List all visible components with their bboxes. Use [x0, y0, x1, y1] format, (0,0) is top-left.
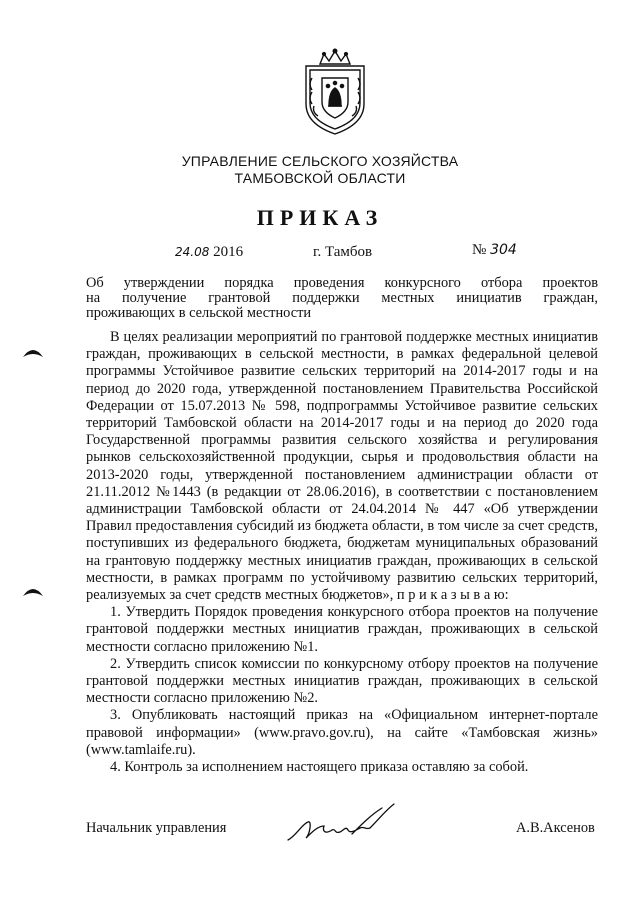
- document-date: [175, 244, 243, 261]
- number-handwritten: 304: [490, 242, 517, 258]
- subject-line-2: [86, 291, 598, 306]
- subject-word: порядка: [224, 275, 274, 291]
- preamble-paragraph: В целях реализации мероприятий по грантовой поддержке местных инициатив граждан, проживающих в сельской местности, в рамках федеральной целевой программы Устойчивое развитие сельских территорий на 2014-2017 годы и на период до 2020 года, утвержденной постановлением Правительства Российской Федерации от 15.07.2013 № 598, подпрограммы Устойчивое развитие сельских территорий Тамбовской области на 2014-2017 годы и на период до 2020 года Государственной программы развития сельского хозяйства и регулирования рынков сельскохозяйственной продукции, сырья и продовольствия области на 2013-2020 годы, утвержденной постановлением администрации области от 21.11.2012 №1443 (в редакции от 28.06.2016), в соответствии с постановлением администрации Тамбовской области от 24.04.2014 № 447 «Об утверждении Правил предоставления субсидий из бюджета области, в том числе за счет средств, поступивших из федерального бюджета, бюджетам муниципальных образований на грантовую поддержку местных инициатив граждан, проживающих в сельской местности, в рамках программ по устойчивому развитию сельских территорий, реализуемых за счет средств местных бюджетов», п р и к а з ы в а ю:: [86, 329, 598, 604]
- subject-word: отбора: [480, 275, 523, 291]
- date-year: 2016: [213, 244, 244, 260]
- number-sign: №: [472, 242, 487, 258]
- subject-word: грантовой: [208, 290, 271, 306]
- subject-word: Об: [86, 275, 104, 291]
- subject-line-3: проживающих в сельской местности: [86, 305, 312, 321]
- subject-word: получение: [121, 290, 187, 306]
- order-item-4: 4. Контроль за исполнением настоящего приказа оставляю за собой.: [110, 759, 529, 776]
- subject-word: инициатив: [456, 290, 522, 306]
- punch-mark-icon: [22, 345, 44, 359]
- date-handwritten: 24.08: [175, 245, 210, 259]
- signatory-name: А.В.Аксенов: [516, 820, 595, 836]
- agency-name-line2: ТАМБОВСКОЙ ОБЛАСТИ: [234, 170, 406, 186]
- document-title: ПРИКАЗ: [256, 205, 384, 230]
- order-item-2: 2. Утвердить список комиссии по конкурсному отбору проектов на получение грантовой поддержки местных инициатив граждан, проживающих в сельской местности согласно приложению №2.: [86, 655, 598, 707]
- signatory-position: Начальник управления: [86, 820, 227, 836]
- subject-line-1: [86, 276, 598, 291]
- document-subject: [86, 276, 598, 321]
- subject-word: конкурсного: [384, 275, 461, 291]
- handwritten-signature: [282, 800, 402, 850]
- order-item-1: 1. Утвердить Порядок проведения конкурсного отбора проектов на получение грантовой поддержки местных инициатив граждан, проживающих в сельской местности согласно приложению №1.: [86, 604, 598, 655]
- subject-word: поддержки: [292, 290, 360, 306]
- subject-word: проектов: [542, 275, 598, 291]
- subject-word: местных: [381, 290, 435, 306]
- punch-mark-icon: [22, 584, 44, 598]
- subject-word: на: [86, 290, 101, 306]
- coat-of-arms-icon: [298, 48, 372, 136]
- agency-name-line1: УПРАВЛЕНИЕ СЕЛЬСКОГО ХОЗЯЙСТВА: [181, 153, 459, 169]
- document-number: [472, 242, 517, 259]
- subject-word: утверждении: [123, 275, 205, 291]
- document-body: [86, 329, 598, 776]
- subject-word: граждан,: [543, 290, 598, 306]
- subject-word: проведения: [293, 275, 365, 291]
- order-item-3: 3. Опубликовать настоящий приказ на «Официальном интернет-портале правовой информации» (www.pravo.gov.ru), на сайте «Тамбовская жизнь» (www.tamlaife.ru).: [86, 707, 598, 758]
- document-city: г. Тамбов: [313, 244, 373, 260]
